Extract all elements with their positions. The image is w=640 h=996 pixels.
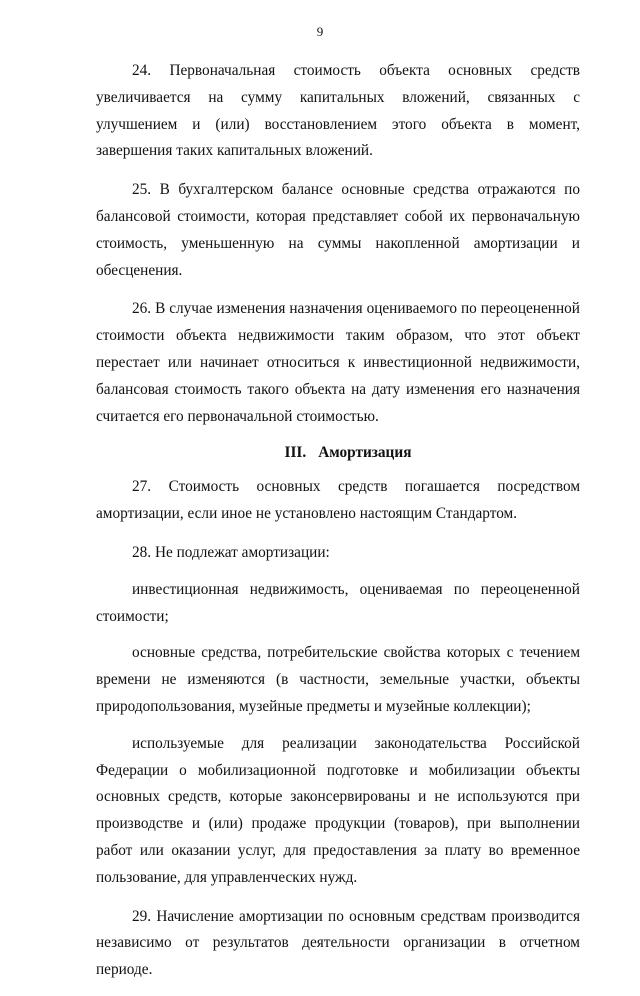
section-title: Амортизация — [318, 444, 412, 462]
document-body — [96, 58, 580, 996]
paragraph-24: 24. Первоначальная стоимость объекта основных средств увеличивается на сумму капитальных вложений, связанных с улучшением и (или) восстановлением этого объекта в момент, завершения таких капитальных вложений. — [96, 62, 580, 160]
paragraph-26: 26. В случае изменения назначения оцениваемого по переоцененной стоимости объекта недвижимости таким образом, что этот объект перестает или начинает относиться к инвестиционной недвижимости, балансовая стоимость такого объекта на дату изменения его назначения считается его первоначальной стоимостью. — [96, 300, 580, 425]
section-number: III. — [284, 444, 307, 462]
page-number: 9 — [316, 24, 324, 39]
section-heading — [96, 442, 580, 464]
paragraph-27: 27. Стоимость основных средств погашается посредством амортизации, если иное не установлено настоящим Стандартом. — [96, 478, 580, 523]
paragraph-28-item-1: инвестиционная недвижимость, оцениваемая по переоцененной стоимости; — [96, 580, 580, 625]
paragraph-28-item-2: основные средства, потребительские свойства которых с течением времени не изменяются (в частности, земельные участки, объекты природопользования, музейные предметы и музейные коллекции); — [96, 644, 580, 715]
paragraph-29: 29. Начисление амортизации по основным средствам производится независимо от результатов деятельности организации в отчетном периоде. — [96, 907, 580, 979]
paragraph-28: 28. Не подлежат амортизации: — [132, 543, 330, 561]
paragraph-28-item-3: используемые для реализации законодательства Российской Федерации о мобилизационной подготовке и мобилизации объекты основных средств, которые законсервированы и не используются при производстве и (или) продаже продукции (товаров), при выполнении работ или оказании услуг, для предоставления за плату во временное пользование, для управленческих нужд. — [96, 734, 580, 886]
paragraph-25: 25. В бухгалтерском балансе основные средства отражаются по балансовой стоимости, которая представляет собой их первоначальную стоимость, уменьшенную на суммы накопленной амортизации и обесценения. — [96, 181, 580, 279]
